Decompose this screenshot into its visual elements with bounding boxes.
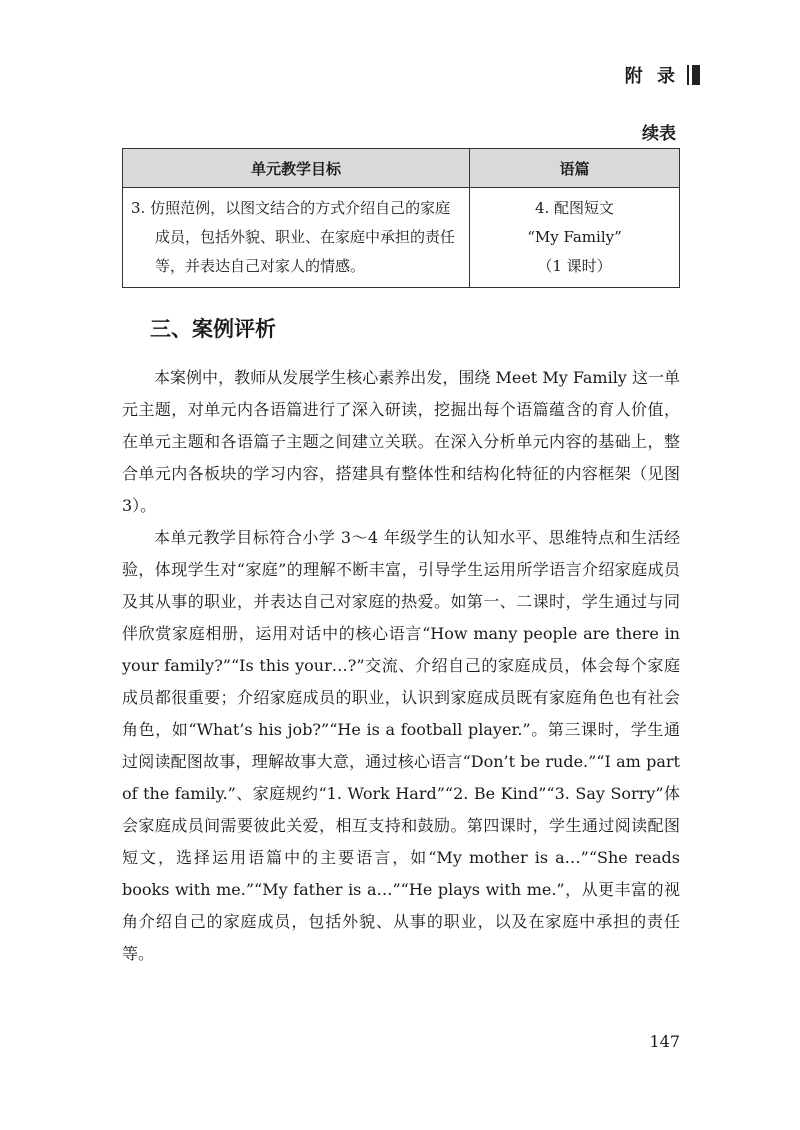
text-cell	[470, 188, 680, 288]
table-caption: 续表	[642, 124, 676, 144]
text-title-line: 4. 配图短文	[534, 199, 615, 217]
header-section-label: 附 录	[624, 66, 679, 87]
body-text	[122, 362, 680, 970]
header-bar-thick	[692, 65, 700, 85]
table-row	[123, 188, 680, 288]
paragraph-2: 本单元教学目标符合小学 3～4 年级学生的认知水平、思维特点和生活经验，体现学生对“家庭”的理解不断丰富，引导学生运用所学语言介绍家庭成员及其从事的职业，并表达自己对家庭的热爱。如第一、二课时，学生通过与同伴欣赏家庭相册，运用对话中的核心语言“How many people are there in your family?”“Is this your…?”交流、介绍自己的家庭成员，体会每个家庭成员都很重要；介绍家庭成员的职业，认识到家庭成员既有家庭角色也有社会角色，如“What’s his job?”“He is a football player.”。第三课时，学生通过阅读配图故事，理解故事大意，通过核心语言“Don’t be rude.”“I am part of the family.”、家庭规约“1. Work Hard”“2. Be Kind”“3. Say Sorry”体会家庭成员间需要彼此关爱，相互支持和鼓励。第四课时，学生通过阅读配图短文，选择运用语篇中的主要语言，如“My mother is a…”“She reads books with me.”“My father is a…”“He plays with me.”，从更丰富的视角介绍自己的家庭成员，包括外貌、从事的职业，以及在家庭中承担的责任等。	[122, 528, 680, 963]
paragraph-1: 本案例中，教师从发展学生核心素养出发，围绕 Meet My Family 这一单元主题，对单元内各语篇进行了深入研读，挖掘出每个语篇蕴含的育人价值，在单元主题和各语篇子主题之间建立关联。在深入分析单元内容的基础上，整合单元内各板块的学习内容，搭建具有整体性和结构化特征的内容框架（见图 3）。	[122, 368, 680, 515]
header-bar-marker	[687, 65, 700, 85]
table-header-row	[123, 149, 680, 188]
text-name-line: “My Family”	[527, 228, 622, 246]
column-header-texts: 语篇	[470, 149, 680, 188]
column-header-goals: 单元教学目标	[123, 149, 470, 188]
page-number: 147	[649, 1032, 680, 1051]
unit-goals-table	[122, 148, 680, 288]
goal-text: 3. 仿照范例，以图文结合的方式介绍自己的家庭成员，包括外貌、职业、在家庭中承担的责任等，并表达自己对家人的情感。	[131, 199, 456, 275]
goal-cell	[123, 188, 470, 288]
section-title: 三、案例评析	[150, 317, 276, 341]
header-bar-thin	[687, 65, 689, 85]
running-header	[625, 62, 700, 88]
text-period-line: （1 课时）	[537, 257, 612, 275]
